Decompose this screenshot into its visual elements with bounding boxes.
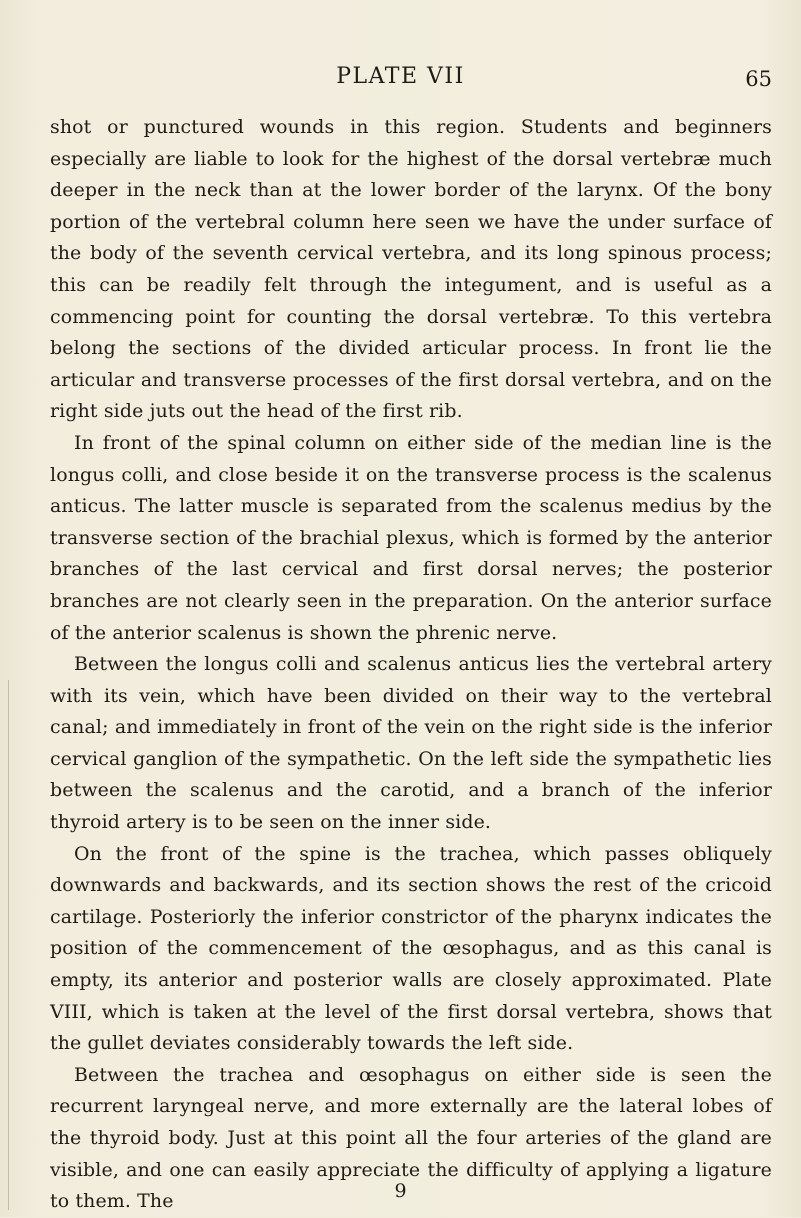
paragraph: On the front of the spine is the trachea, which passes obliquely downwards and backwards, and its section shows the rest of the cricoid cartilage. Posteriorly the inferior constrictor of the pharynx indicates the position of the commencement of the œsophagus, and as this canal is empty, its anterior and posterior walls are closely approximated. Plate VIII, which is taken at the level of the first dorsal vertebra, shows that the gullet deviates considerably towards the left side. <box>50 842 772 1055</box>
paragraph: In front of the spinal column on either side of the median line is the longus colli, and close beside it on the transverse process is the scalenus anticus. The latter muscle is separated from the scalenus medius by the transverse section of the brachial plexus, which is formed by the anterior branches of the last cervical and first dorsal nerves; the posterior branches are not clearly seen in the preparation. On the anterior surface of the anterior scalenus is shown the phrenic nerve. <box>50 431 772 644</box>
paragraph: Between the longus colli and scalenus anticus lies the vertebral artery with its vein, which have been divided on their way to the vertebral canal; and immediately in front of the vein on the right side is the inferior cervical ganglion of the sympathetic. On the left side the sympathetic lies between the scalenus and the carotid, and a branch of the inferior thyroid artery is to be seen on the inner side. <box>50 653 772 834</box>
signature-mark: 9 <box>394 1180 407 1202</box>
running-title: PLATE VII <box>336 64 465 89</box>
body-text <box>50 112 772 1218</box>
paragraph: shot or punctured wounds in this region. Students and beginners especially are liable to look for the highest of the dorsal vertebræ much deeper in the neck than at the lower border of the larynx. Of the bony portion of the vertebral column here seen we have the under surface of the body of the seventh cervical vertebra, and its long spinous process; this can be readily felt through the integument, and is useful as a commencing point for counting the dorsal vertebræ. To this vertebra belong the sections of the divided articular process. In front lie the articular and transverse processes of the first dorsal vertebra, and on the right side juts out the head of the first rib. <box>50 116 772 423</box>
page-number: 65 <box>745 67 772 91</box>
page-edge-shadow <box>8 680 9 1210</box>
paragraph: Between the trachea and œsophagus on either side is seen the recurrent laryngeal nerve, and more externally are the lateral lobes of the thyroid body. Just at this point all the four arteries of the gland are visible, and one can easily appreciate the difficulty of applying a ligature to them. The <box>50 1063 772 1213</box>
